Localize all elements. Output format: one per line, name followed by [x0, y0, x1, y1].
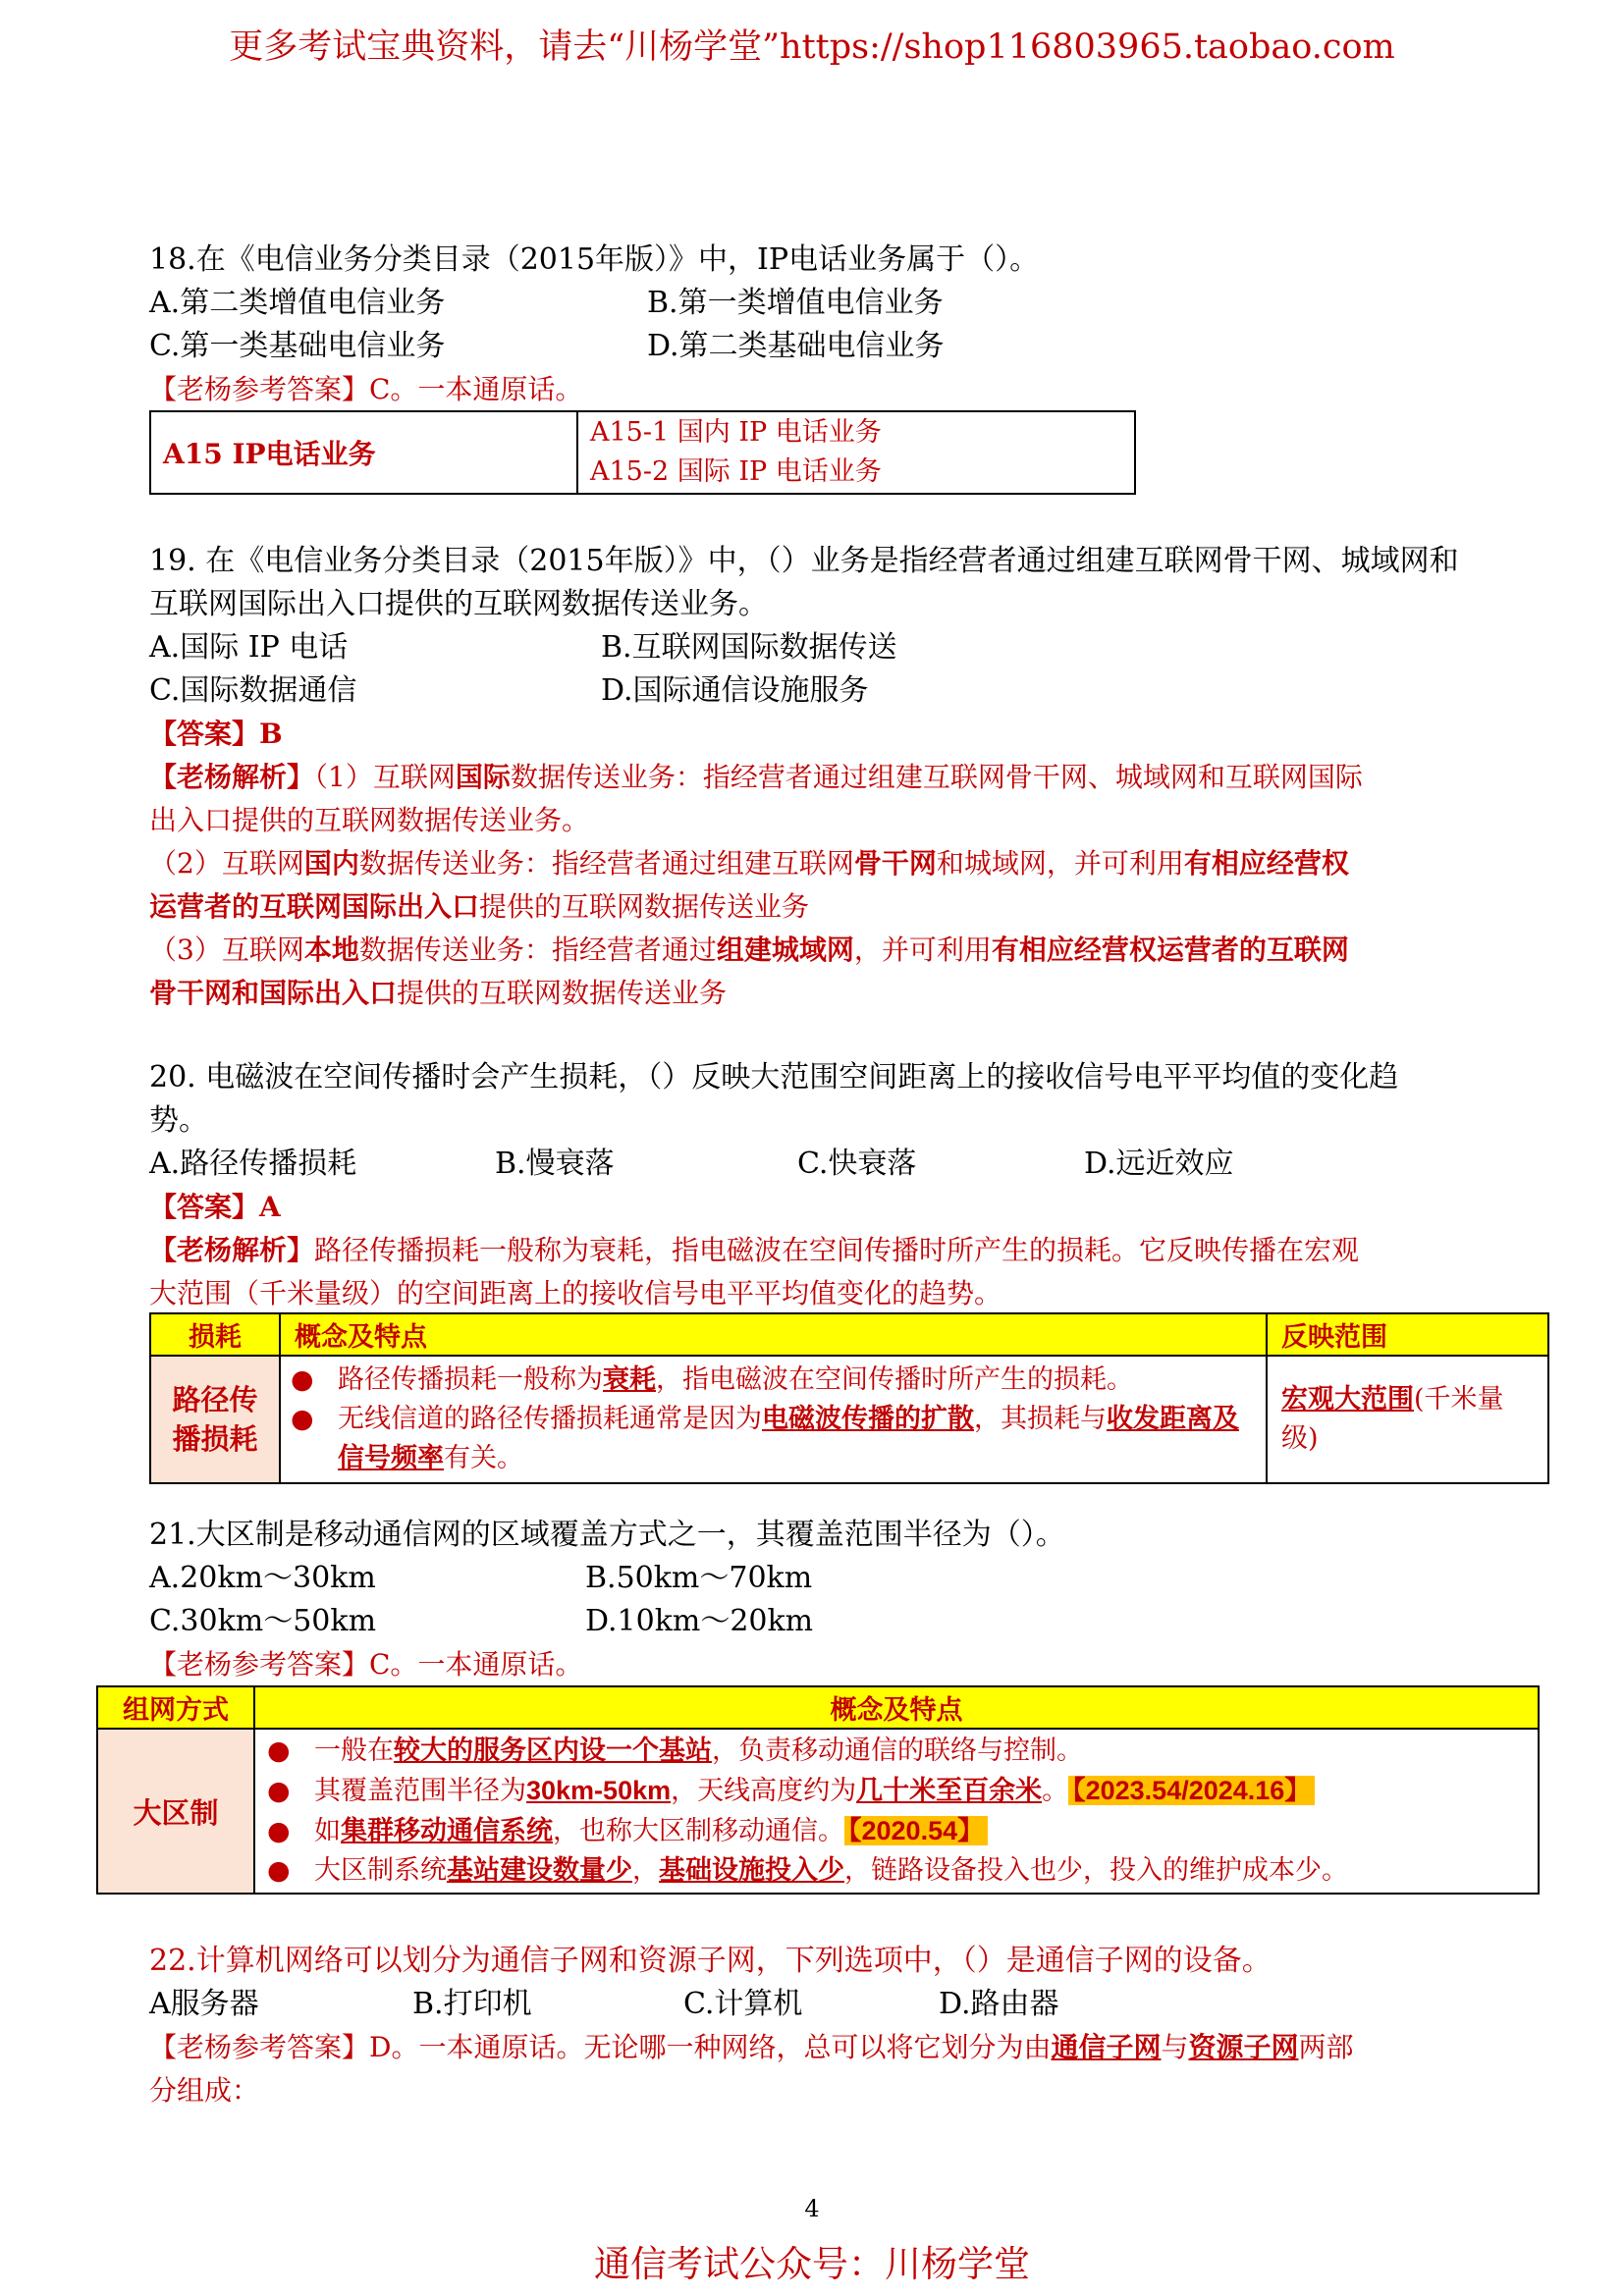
q20-b1-c: ，指电磁波在空间传播时所产生的损耗。 [656, 1364, 1133, 1395]
q21-b2-c: ，天线高度约为 [671, 1776, 857, 1806]
q19-ana2-e: 和城域网，并可利用 [936, 847, 1184, 880]
q19-option-b: B.互联网国际数据传送 [601, 630, 897, 665]
bullet-dot-icon: ● [291, 1364, 314, 1395]
q20-table-row-label: 路径传播损耗 [150, 1356, 280, 1483]
q20-table-header-loss: 损耗 [150, 1313, 280, 1356]
q18-option-b: B.第一类增值电信业务 [647, 286, 944, 320]
q18-table-category: A15 IP电话业务 [150, 411, 577, 494]
q19-stem-line1: 19. 在《电信业务分类目录（2015年版）》中，（）业务是指经营者通过组建互联网骨干网、城域网和 [149, 544, 1459, 578]
q22-answer-cont: 分组成： [149, 2074, 260, 2107]
q19-ana3-b: 本地 [303, 934, 359, 966]
q21-table-bullet-2 [267, 1771, 1526, 1811]
q21-option-b: B.50km～70km [585, 1561, 813, 1595]
q20-analysis-label: 【老杨解析】 [149, 1234, 315, 1266]
q21-b1-c: ，负责移动通信的联络与控制。 [712, 1735, 1083, 1766]
q18-table-subitem-2: A15-2 国际 IP 电话业务 [590, 456, 882, 487]
q20-table-bullet-2 [291, 1400, 1256, 1478]
q20-b2-e: 有关。 [444, 1443, 523, 1473]
q19-analysis-1-cont: 出入口提供的互联网数据传送业务。 [149, 804, 590, 836]
q22-ans-d: 资源子网 [1188, 2031, 1299, 2063]
q19-ana3-a: （3）互联网 [149, 934, 304, 966]
q19-ana2-b: 国内 [303, 847, 359, 880]
q21-option-c: C.30km～50km [149, 1604, 377, 1638]
q18-table-subitems [577, 411, 1135, 494]
q18-table-subitem-1: A15-1 国内 IP 电话业务 [590, 417, 882, 448]
q19-ana2-c: 数据传送业务：指经营者通过组建互联网 [358, 847, 854, 880]
q19-stem-line2: 互联网国际出入口提供的互联网数据传送业务。 [149, 587, 768, 621]
q20-answer: 【答案】A [149, 1191, 281, 1223]
q20-analysis-2: 大范围（千米量级）的空间距离上的接收信号电平平均值变化的趋势。 [149, 1277, 1002, 1309]
q20-option-c: C.快衰落 [797, 1147, 917, 1181]
q20-table-range-cell [1267, 1356, 1548, 1483]
q22-ans-e: 两部 [1298, 2031, 1354, 2063]
q21-b2-a: 其覆盖范围半径为 [314, 1776, 526, 1806]
q21-table-row-label: 大区制 [97, 1729, 254, 1894]
q18-option-c: C.第一类基础电信业务 [149, 329, 446, 363]
q20-option-d: D.远近效应 [1084, 1147, 1234, 1181]
q19-ana2-a: （2）互联网 [149, 847, 304, 880]
q21-b2-d: 几十米至百余米 [856, 1776, 1043, 1806]
q21-table-bullet-4 [267, 1851, 1526, 1891]
q21-b3-c: ，也称大区制移动通信。 [553, 1816, 844, 1846]
q19-ana2-g: 运营者的互联网国际出入口 [149, 890, 480, 923]
q22-ans-a: 【老杨参考答案】D。一本通原话。无论哪一种网络，总可以将它划分为由 [149, 2031, 1052, 2063]
q20-option-b: B.慢衰落 [495, 1147, 615, 1181]
q21-table-header-concept: 概念及特点 [254, 1686, 1539, 1729]
q19-analysis-3 [149, 929, 1349, 972]
q21-b4-b: 基站建设数量少 [447, 1855, 632, 1886]
q21-b4-d: 基础设施投入少 [659, 1855, 844, 1886]
q20-range-b: (千米量级) [1281, 1384, 1504, 1454]
q18-option-d: D.第二类基础电信业务 [647, 329, 945, 363]
q19-ana1-c: 数据传送业务：指经营者通过组建互联网骨干网、城域网和互联网国际 [510, 761, 1363, 793]
q21-option-d: D.10km～20km [585, 1604, 814, 1638]
q21-option-a: A.20km～30km [149, 1561, 376, 1595]
q19-ana3-c: 数据传送业务：指经营者通过 [358, 934, 717, 966]
q19-analysis-1 [149, 756, 1363, 799]
q22-ans-c: 与 [1161, 2031, 1189, 2063]
q20-stem-line2: 势。 [149, 1103, 208, 1138]
q21-b2-exam-tag: 【2023.54/2024.16】 [1068, 1776, 1315, 1805]
q19-ana3-f: 有相应经营权运营者的互联网 [991, 934, 1349, 966]
page-header-banner: 更多考试宝典资料，请去“川杨学堂”https://shop116803965.taobao.com [229, 27, 1395, 67]
q20-table [149, 1312, 1549, 1484]
q20-b2-c: ，其损耗与 [974, 1404, 1107, 1434]
bullet-dot-icon: ● [267, 1735, 291, 1766]
q20-table-concept-cell [280, 1356, 1267, 1483]
q19-ana3-d: 组建城域网 [716, 934, 854, 966]
q22-ans-b: 通信子网 [1051, 2031, 1162, 2063]
q19-ana3-g: 骨干网和国际出入口 [149, 977, 398, 1009]
q21-table-concept-cell [254, 1729, 1539, 1894]
q19-ana1-a: （1）互联网 [314, 761, 456, 793]
q21-b3-a: 如 [314, 1816, 341, 1846]
q20-analysis-1 [149, 1229, 1359, 1272]
q19-ana3-e: ，并可利用 [853, 934, 992, 966]
q21-table-header-mode: 组网方式 [97, 1686, 254, 1729]
q20-b1-a: 路径传播损耗一般称为 [338, 1364, 603, 1395]
q22-option-b: B.打印机 [412, 1987, 532, 2021]
q19-option-a: A.国际 IP 电话 [149, 630, 349, 665]
q19-analysis-2 [149, 842, 1349, 885]
q21-b3-b: 集群移动通信系统 [341, 1816, 553, 1846]
q22-option-d: D.路由器 [939, 1987, 1059, 2021]
q19-option-d: D.国际通信设施服务 [601, 673, 869, 708]
q20-table-header-concept: 概念及特点 [280, 1313, 1267, 1356]
q21-b3-exam-tag: 【2020.54】 [844, 1816, 988, 1845]
q21-b4-a: 大区制系统 [314, 1855, 447, 1886]
q18-table [149, 410, 1136, 495]
q18-option-a: A.第二类增值电信业务 [149, 286, 446, 320]
q21-answer: 【老杨参考答案】C。一本通原话。 [149, 1648, 583, 1681]
q19-analysis-2-cont [149, 885, 809, 929]
q20-b2-d: 收发距离及信号频率 [338, 1404, 1239, 1473]
q20-table-header-range: 反映范围 [1267, 1313, 1548, 1356]
bullet-dot-icon: ● [267, 1816, 291, 1846]
q19-answer: 【答案】B [149, 718, 283, 750]
q22-stem: 22.计算机网络可以划分为通信子网和资源子网，下列选项中，（）是通信子网的设备。 [149, 1944, 1272, 1978]
q19-analysis-label: 【老杨解析】 [149, 761, 315, 793]
q19-ana3-h: 提供的互联网数据传送业务 [397, 977, 728, 1009]
q21-table-bullet-1 [267, 1732, 1526, 1771]
bullet-dot-icon: ● [267, 1776, 291, 1806]
bullet-dot-icon: ● [267, 1855, 291, 1886]
q19-ana2-f: 有相应经营权 [1183, 847, 1349, 880]
q20-b1-b: 衰耗 [603, 1364, 656, 1395]
page-footer-banner: 通信考试公众号：川杨学堂 [594, 2243, 1030, 2285]
q21-table [96, 1685, 1540, 1895]
q20-b2-a: 无线信道的路径传播损耗通常是因为 [338, 1404, 762, 1434]
page-number: 4 [804, 2195, 820, 2222]
q22-option-c: C.计算机 [683, 1987, 803, 2021]
q22-option-a: A服务器 [149, 1987, 259, 2021]
bullet-dot-icon: ● [291, 1404, 314, 1434]
q20-stem-line1: 20. 电磁波在空间传播时会产生损耗，（）反映大范围空间距离上的接收信号电平平均值的变化趋 [149, 1060, 1399, 1095]
q21-b1-b: 较大的服务区内设一个基站 [394, 1735, 712, 1766]
q21-table-bullet-3 [267, 1811, 1526, 1851]
q21-b4-e: ，链路设备投入也少，投入的维护成本少。 [844, 1855, 1348, 1886]
q19-analysis-3-cont [149, 972, 727, 1015]
q21-b2-e: 。 [1042, 1776, 1069, 1806]
q19-option-c: C.国际数据通信 [149, 673, 357, 708]
q20-range-a: 宏观大范围 [1281, 1384, 1414, 1415]
q20-option-a: A.路径传播损耗 [149, 1147, 357, 1181]
q18-stem: 18.在《电信业务分类目录（2015年版）》中，IP电话业务属于（）。 [149, 242, 1040, 277]
q20-ana1: 路径传播损耗一般称为衰耗，指电磁波在空间传播时所产生的损耗。它反映传播在宏观 [314, 1234, 1360, 1266]
q22-answer [149, 2026, 1354, 2069]
q21-stem: 21.大区制是移动通信网的区域覆盖方式之一，其覆盖范围半径为（）。 [149, 1518, 1065, 1552]
q21-b2-b: 30km-50km [526, 1776, 672, 1805]
q21-b1-a: 一般在 [314, 1735, 394, 1766]
q19-ana1-b: 国际 [455, 761, 511, 793]
q20-table-bullet-1 [291, 1361, 1256, 1400]
q19-ana2-h: 提供的互联网数据传送业务 [479, 890, 810, 923]
q21-b4-c: ， [632, 1855, 659, 1886]
q19-ana2-d: 骨干网 [853, 847, 937, 880]
q20-b2-b: 电磁波传播的扩散 [762, 1404, 974, 1434]
q18-answer: 【老杨参考答案】C。一本通原话。 [149, 373, 583, 405]
